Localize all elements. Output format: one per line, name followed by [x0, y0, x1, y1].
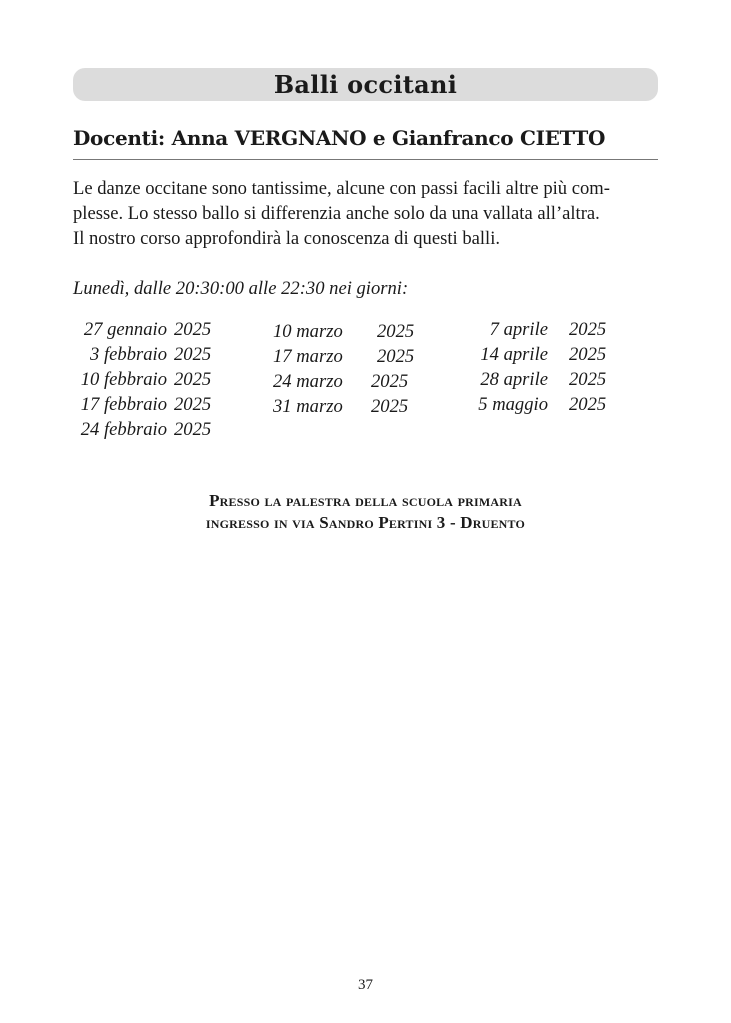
- date-day: 24 marzo: [273, 371, 343, 392]
- date-day: 17 febbraio: [80, 394, 167, 415]
- date-row: [470, 317, 620, 342]
- date-day: 14 aprile: [480, 344, 548, 365]
- date-year: 2025: [569, 369, 607, 390]
- date-row: [73, 392, 223, 417]
- date-day: 3 febbraio: [90, 344, 167, 365]
- page-title: Balli occitani: [273, 70, 458, 99]
- date-row: [73, 342, 223, 367]
- date-year: 2025: [377, 346, 415, 367]
- page-number: 37: [358, 977, 373, 993]
- date-row: [273, 344, 423, 369]
- date-year: 2025: [377, 321, 415, 342]
- dates-column-2: [273, 319, 423, 419]
- date-year: 2025: [569, 344, 607, 365]
- date-row: [273, 369, 423, 394]
- teachers-heading: Docenti: Anna VERGNANO e Gianfranco CIETTO: [73, 124, 658, 160]
- date-year: 2025: [569, 394, 607, 415]
- title-banner: [73, 68, 658, 101]
- date-row: [73, 367, 223, 392]
- date-year: 2025: [371, 396, 409, 417]
- date-row: [470, 367, 620, 392]
- date-day: 17 marzo: [273, 346, 343, 367]
- date-day: 10 febbraio: [80, 369, 167, 390]
- date-row: [73, 317, 223, 342]
- date-day: 5 maggio: [478, 394, 548, 415]
- date-row: [273, 394, 423, 419]
- location-line-1: Presso la palestra della scuola primaria: [209, 491, 522, 510]
- dates-column-1: [73, 317, 223, 442]
- date-day: 27 gennaio: [83, 319, 167, 340]
- date-year: 2025: [174, 369, 212, 390]
- date-year: 2025: [174, 319, 212, 340]
- date-year: 2025: [174, 394, 212, 415]
- schedule-intro: Lunedì, dalle 20:30:00 alle 22:30 nei giorni:: [73, 278, 409, 299]
- date-day: 24 febbraio: [80, 419, 167, 440]
- date-day: 10 marzo: [273, 321, 343, 342]
- date-year: 2025: [174, 344, 212, 365]
- date-row: [73, 417, 223, 442]
- location-line-2: ingresso in via Sandro Pertini 3 - Druento: [205, 513, 526, 532]
- date-row: [273, 319, 423, 344]
- date-year: 2025: [569, 319, 607, 340]
- date-year: 2025: [174, 419, 212, 440]
- date-row: [470, 392, 620, 417]
- date-year: 2025: [371, 371, 409, 392]
- dates-column-3: [470, 317, 620, 417]
- date-row: [470, 342, 620, 367]
- date-day: 31 marzo: [273, 396, 343, 417]
- date-day: 28 aprile: [480, 369, 548, 390]
- date-day: 7 aprile: [489, 319, 548, 340]
- description-line-3: Il nostro corso approfondirà la conoscenza di questi balli.: [73, 228, 501, 249]
- description-line-1: Le danze occitane sono tantissime, alcune con passi facili altre più com-: [73, 178, 610, 199]
- description-line-2: plesse. Lo stesso ballo si differenzia anche solo da una vallata all’altra.: [73, 203, 600, 224]
